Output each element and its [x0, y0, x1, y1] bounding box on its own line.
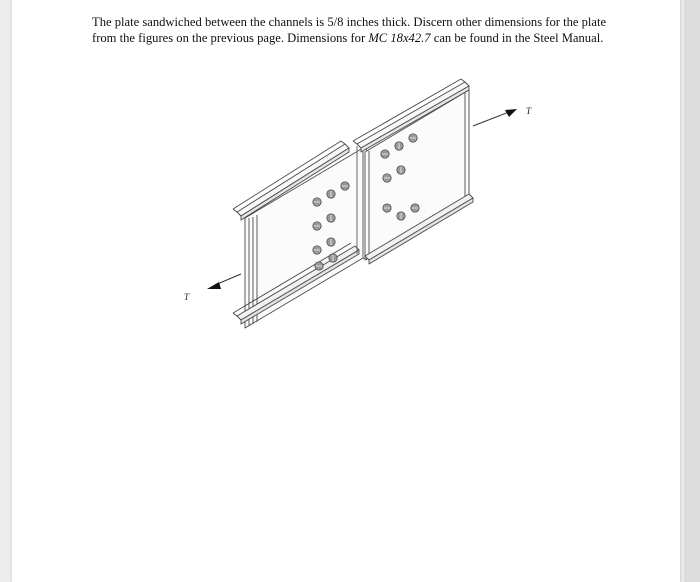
document-page [12, 0, 680, 582]
right-force-arrow [473, 109, 517, 126]
viewer-gutter [684, 0, 700, 582]
left-force-arrow [207, 274, 241, 289]
problem-statement [92, 15, 622, 46]
force-label-left: T [184, 292, 190, 302]
channel-splice-drawing [167, 78, 557, 338]
force-label-right: T [526, 106, 532, 116]
statement-text-part-2: can be found in the Steel Manual. [430, 30, 604, 45]
channel-splice-figure [167, 78, 557, 338]
section-designation: MC 18x42.7 [368, 30, 431, 45]
statement-text-part-1: The plate sandwiched between the channels is 5/8 inches thick. Discern other dimensions for the plate from the figures on the previous page. Dimensions for [92, 15, 607, 45]
